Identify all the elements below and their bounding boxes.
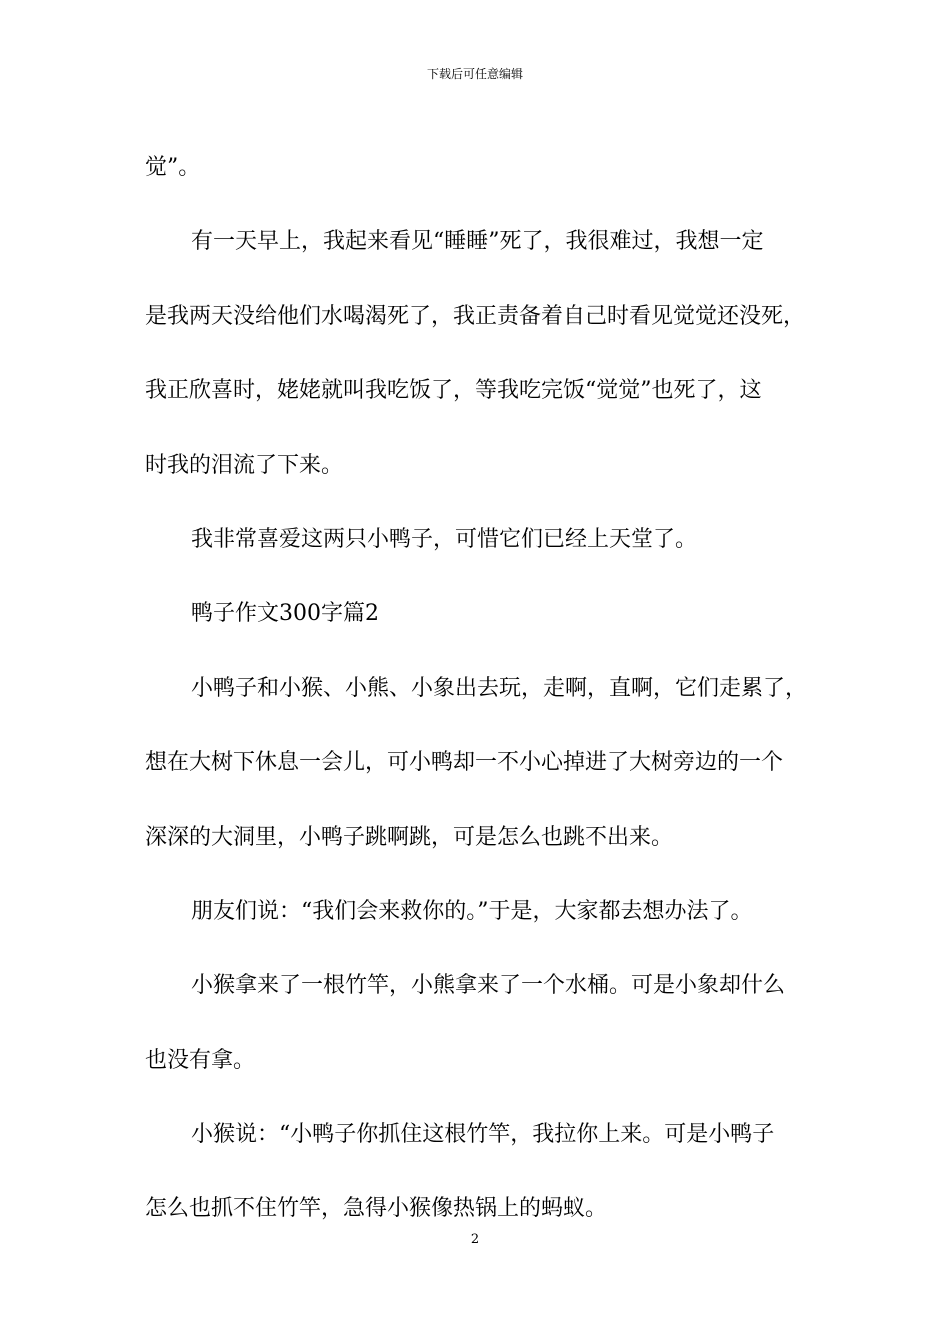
text-line: 小鸭子和小猴、小熊、小象出去玩，走啊，直啊，它们走累了， [191, 675, 808, 701]
text-line: 有一天早上，我起来看见“睡睡”死了，我很难过，我想一定 [191, 229, 764, 255]
text-line: 觉”。 [145, 155, 201, 180]
text-line: 时我的泪流了下来。 [145, 452, 344, 478]
text-line: 也没有拿。 [145, 1047, 256, 1073]
text-line: 我非常喜爱这两只小鸭子，可惜它们已经上天堂了。 [191, 526, 698, 552]
text-line: 是我两天没给他们水喝渴死了，我正责备着自己时看见觉觉还没死， [145, 303, 806, 329]
section-heading: 鸭子作文300字篇2 [191, 601, 379, 627]
text-line: 我正欣喜时，姥姥就叫我吃饭了，等我吃完饭“觉觉”也死了，这 [145, 378, 762, 404]
body-text [145, 131, 835, 1247]
text-line: 想在大树下休息一会儿，可小鸭却一不小心掉进了大树旁边的一个 [145, 750, 784, 776]
text-line: 深深的大洞里，小鸭子跳啊跳，可是怎么也跳不出来。 [145, 824, 674, 850]
page-number: 2 [470, 1232, 480, 1247]
page-header: 下载后可任意编辑 [426, 67, 523, 81]
text-line: 怎么也抓不住竹竿，急得小猴像热锅上的蚂蚁。 [145, 1196, 608, 1222]
text-line: 朋友们说：“我们会来救你的。”于是，大家都去想办法了。 [191, 898, 753, 924]
text-line: 小猴拿来了一根竹竿，小熊拿来了一个水桶。可是小象却什么 [191, 973, 786, 999]
text-line: 小猴说：“小鸭子你抓住这根竹竿，我拉你上来。可是小鸭子 [191, 1122, 775, 1148]
